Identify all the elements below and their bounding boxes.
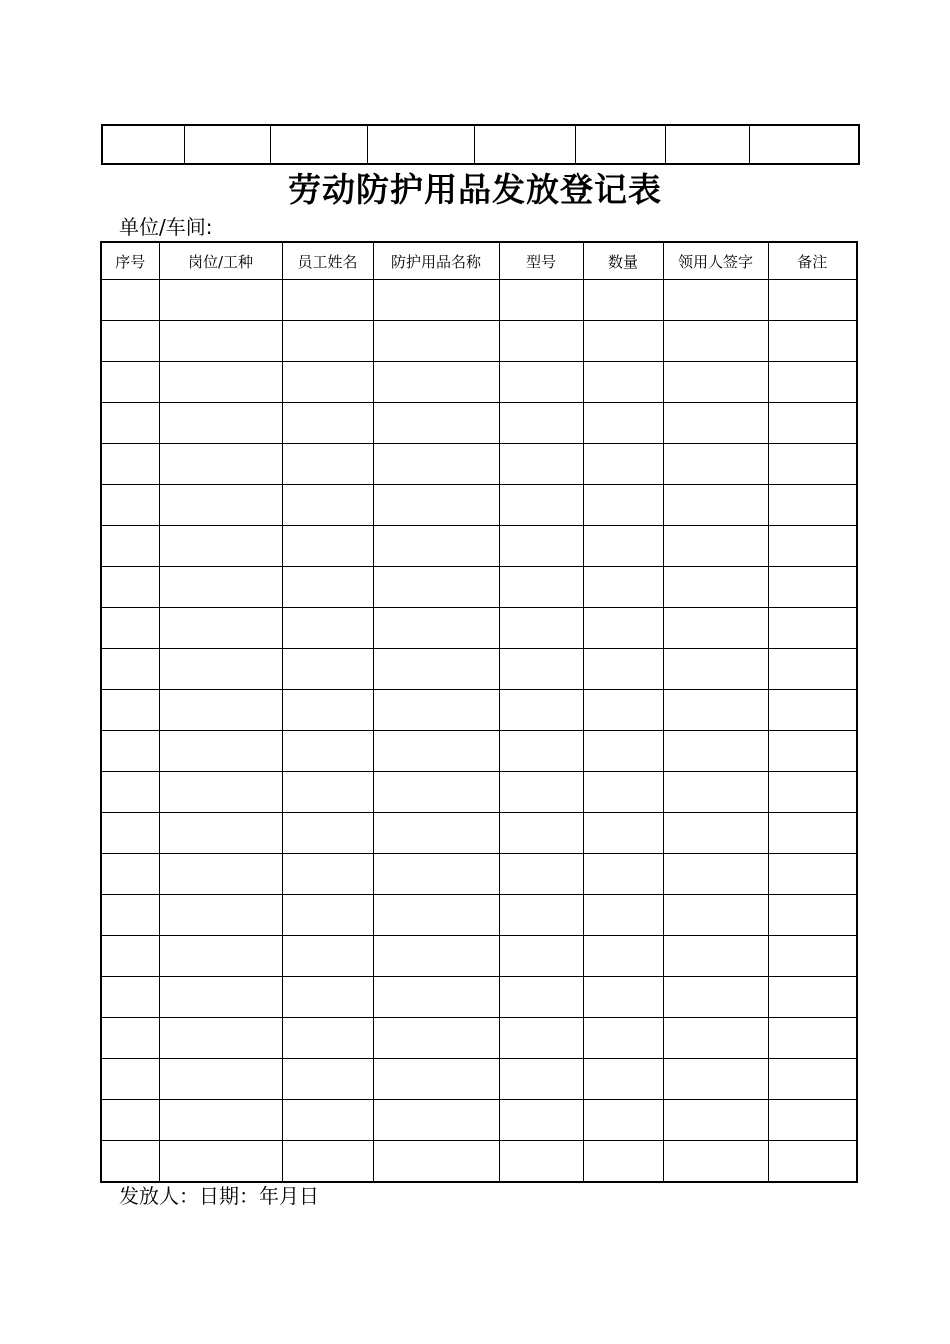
table-cell[interactable]	[663, 772, 768, 813]
table-cell[interactable]	[373, 977, 499, 1018]
column-header-serial: 序号	[101, 242, 159, 280]
table-cell[interactable]	[583, 895, 663, 936]
table-cell[interactable]	[583, 485, 663, 526]
table-cell[interactable]	[583, 690, 663, 731]
table-cell[interactable]	[101, 690, 159, 731]
table-cell[interactable]	[373, 485, 499, 526]
table-cell[interactable]	[101, 772, 159, 813]
table-cell[interactable]	[663, 321, 768, 362]
table-cell[interactable]	[159, 649, 282, 690]
column-header-quantity: 数量	[583, 242, 663, 280]
table-cell[interactable]	[583, 1018, 663, 1059]
table-cell[interactable]	[663, 1059, 768, 1100]
table-cell[interactable]	[583, 608, 663, 649]
table-cell[interactable]	[663, 977, 768, 1018]
table-cell[interactable]	[499, 485, 583, 526]
table-cell[interactable]	[499, 649, 583, 690]
table-cell[interactable]	[282, 403, 373, 444]
table-cell[interactable]	[499, 526, 583, 567]
table-cell[interactable]	[583, 854, 663, 895]
table-cell[interactable]	[159, 567, 282, 608]
table-row	[101, 1018, 857, 1059]
table-cell[interactable]	[159, 1059, 282, 1100]
table-cell[interactable]	[373, 1141, 499, 1183]
header-strip-cell	[270, 125, 367, 164]
table-cell[interactable]	[373, 1018, 499, 1059]
table-cell[interactable]	[583, 567, 663, 608]
table-cell[interactable]	[282, 1141, 373, 1183]
table-cell[interactable]	[159, 444, 282, 485]
distribution-ledger-table	[100, 241, 858, 1183]
table-cell[interactable]	[101, 321, 159, 362]
table-row	[101, 444, 857, 485]
table-cell[interactable]	[663, 649, 768, 690]
table-row	[101, 690, 857, 731]
table-cell[interactable]	[159, 854, 282, 895]
table-cell[interactable]	[282, 485, 373, 526]
table-cell[interactable]	[663, 690, 768, 731]
table-row	[101, 772, 857, 813]
table-row	[101, 936, 857, 977]
table-cell[interactable]	[101, 444, 159, 485]
table-cell[interactable]	[101, 526, 159, 567]
table-cell[interactable]	[768, 936, 857, 977]
table-cell[interactable]	[663, 1100, 768, 1141]
table-cell[interactable]	[159, 362, 282, 403]
table-cell[interactable]	[768, 280, 857, 321]
table-cell[interactable]	[159, 321, 282, 362]
table-cell[interactable]	[499, 1059, 583, 1100]
table-cell[interactable]	[101, 977, 159, 1018]
table-cell[interactable]	[499, 1141, 583, 1183]
table-row	[101, 895, 857, 936]
table-cell[interactable]	[663, 280, 768, 321]
table-cell[interactable]	[159, 772, 282, 813]
table-cell[interactable]	[768, 1100, 857, 1141]
table-cell[interactable]	[282, 854, 373, 895]
table-cell[interactable]	[583, 649, 663, 690]
table-cell[interactable]	[583, 977, 663, 1018]
table-cell[interactable]	[373, 1100, 499, 1141]
table-cell[interactable]	[159, 895, 282, 936]
table-cell[interactable]	[282, 813, 373, 854]
table-cell[interactable]	[663, 936, 768, 977]
table-cell[interactable]	[282, 567, 373, 608]
table-cell[interactable]	[373, 567, 499, 608]
table-cell[interactable]	[282, 321, 373, 362]
table-cell[interactable]	[499, 321, 583, 362]
table-cell[interactable]	[282, 690, 373, 731]
table-cell[interactable]	[583, 731, 663, 772]
table-row	[101, 813, 857, 854]
table-cell[interactable]	[159, 977, 282, 1018]
ledger-header-row	[101, 242, 857, 280]
table-cell[interactable]	[282, 936, 373, 977]
table-cell[interactable]	[159, 1141, 282, 1183]
table-row	[101, 526, 857, 567]
table-cell[interactable]	[159, 526, 282, 567]
header-strip-cell	[665, 125, 749, 164]
table-cell[interactable]	[159, 280, 282, 321]
table-cell[interactable]	[101, 1018, 159, 1059]
header-strip-cell	[367, 125, 474, 164]
table-cell[interactable]	[663, 485, 768, 526]
table-cell[interactable]	[663, 1018, 768, 1059]
table-cell[interactable]	[768, 608, 857, 649]
table-cell[interactable]	[499, 813, 583, 854]
table-cell[interactable]	[768, 690, 857, 731]
table-cell[interactable]	[768, 526, 857, 567]
table-cell[interactable]	[768, 772, 857, 813]
table-cell[interactable]	[373, 362, 499, 403]
table-cell[interactable]	[373, 444, 499, 485]
table-cell[interactable]	[583, 321, 663, 362]
column-header-signature: 领用人签字	[663, 242, 768, 280]
table-row	[101, 485, 857, 526]
table-cell[interactable]	[768, 813, 857, 854]
table-cell[interactable]	[101, 649, 159, 690]
table-cell[interactable]	[373, 403, 499, 444]
header-strip-cell	[474, 125, 575, 164]
table-cell[interactable]	[663, 854, 768, 895]
table-cell[interactable]	[373, 649, 499, 690]
table-cell[interactable]	[499, 1018, 583, 1059]
table-cell[interactable]	[282, 731, 373, 772]
table-cell[interactable]	[583, 936, 663, 977]
table-cell[interactable]	[499, 854, 583, 895]
table-cell[interactable]	[663, 1141, 768, 1183]
table-cell[interactable]	[159, 1018, 282, 1059]
table-row	[101, 280, 857, 321]
table-cell[interactable]	[663, 403, 768, 444]
table-cell[interactable]	[282, 1059, 373, 1100]
table-cell[interactable]	[663, 731, 768, 772]
table-cell[interactable]	[768, 1141, 857, 1183]
table-row	[101, 977, 857, 1018]
header-strip-cell	[575, 125, 665, 164]
table-cell[interactable]	[768, 567, 857, 608]
table-cell[interactable]	[282, 649, 373, 690]
table-cell[interactable]	[768, 403, 857, 444]
table-cell[interactable]	[159, 690, 282, 731]
document-title: 劳动防护用品发放登记表	[288, 170, 662, 209]
table-cell[interactable]	[768, 731, 857, 772]
table-row	[101, 731, 857, 772]
table-cell[interactable]	[373, 895, 499, 936]
table-cell[interactable]	[583, 772, 663, 813]
table-cell[interactable]	[101, 608, 159, 649]
table-cell[interactable]	[583, 362, 663, 403]
table-cell[interactable]	[499, 280, 583, 321]
table-cell[interactable]	[499, 444, 583, 485]
table-cell[interactable]	[159, 403, 282, 444]
table-row	[101, 1100, 857, 1141]
table-row	[101, 608, 857, 649]
table-cell[interactable]	[101, 403, 159, 444]
table-cell[interactable]	[663, 567, 768, 608]
table-cell[interactable]	[583, 813, 663, 854]
table-cell[interactable]	[373, 1059, 499, 1100]
table-cell[interactable]	[282, 280, 373, 321]
header-strip-cell	[102, 125, 184, 164]
table-cell[interactable]	[373, 731, 499, 772]
table-cell[interactable]	[373, 936, 499, 977]
table-cell[interactable]	[282, 1100, 373, 1141]
table-cell[interactable]	[373, 526, 499, 567]
table-cell[interactable]	[373, 608, 499, 649]
table-cell[interactable]	[768, 1018, 857, 1059]
table-cell[interactable]	[499, 608, 583, 649]
table-row	[101, 321, 857, 362]
table-cell[interactable]	[159, 731, 282, 772]
table-row	[101, 1059, 857, 1100]
table-cell[interactable]	[768, 444, 857, 485]
column-header-model: 型号	[499, 242, 583, 280]
table-cell[interactable]	[583, 444, 663, 485]
table-cell[interactable]	[101, 731, 159, 772]
header-strip	[101, 124, 860, 165]
table-cell[interactable]	[663, 813, 768, 854]
table-cell[interactable]	[101, 567, 159, 608]
table-cell[interactable]	[101, 1141, 159, 1183]
table-cell[interactable]	[282, 977, 373, 1018]
issuer-date-line: 发放人：日期：年月日	[119, 1184, 319, 1208]
table-cell[interactable]	[159, 936, 282, 977]
table-cell[interactable]	[768, 485, 857, 526]
table-cell[interactable]	[159, 813, 282, 854]
table-cell[interactable]	[282, 1018, 373, 1059]
table-cell[interactable]	[768, 321, 857, 362]
table-cell[interactable]	[768, 854, 857, 895]
table-cell[interactable]	[663, 444, 768, 485]
table-cell[interactable]	[768, 649, 857, 690]
column-header-item-name: 防护用品名称	[373, 242, 499, 280]
table-cell[interactable]	[663, 362, 768, 403]
table-cell[interactable]	[159, 485, 282, 526]
table-cell[interactable]	[499, 690, 583, 731]
table-cell[interactable]	[663, 895, 768, 936]
table-cell[interactable]	[583, 526, 663, 567]
table-cell[interactable]	[101, 854, 159, 895]
table-cell[interactable]	[373, 772, 499, 813]
table-row	[101, 1141, 857, 1183]
table-cell[interactable]	[768, 895, 857, 936]
table-cell[interactable]	[499, 1100, 583, 1141]
table-cell[interactable]	[282, 526, 373, 567]
table-cell[interactable]	[768, 362, 857, 403]
table-cell[interactable]	[499, 362, 583, 403]
table-cell[interactable]	[282, 895, 373, 936]
unit-workshop-label: 单位/车间:	[119, 215, 213, 239]
table-cell[interactable]	[499, 895, 583, 936]
ledger-body	[101, 280, 857, 1183]
table-cell[interactable]	[499, 772, 583, 813]
table-cell[interactable]	[768, 977, 857, 1018]
table-cell[interactable]	[499, 567, 583, 608]
table-cell[interactable]	[583, 280, 663, 321]
table-cell[interactable]	[159, 1100, 282, 1141]
column-header-post: 岗位/工种	[159, 242, 282, 280]
column-header-remarks: 备注	[768, 242, 857, 280]
table-cell[interactable]	[101, 1059, 159, 1100]
table-cell[interactable]	[373, 280, 499, 321]
table-row	[101, 649, 857, 690]
table-cell[interactable]	[663, 526, 768, 567]
table-cell[interactable]	[282, 608, 373, 649]
table-row	[101, 567, 857, 608]
table-cell[interactable]	[282, 362, 373, 403]
table-cell[interactable]	[499, 977, 583, 1018]
table-cell[interactable]	[499, 936, 583, 977]
table-cell[interactable]	[282, 772, 373, 813]
table-cell[interactable]	[663, 608, 768, 649]
column-header-employee-name: 员工姓名	[282, 242, 373, 280]
table-cell[interactable]	[101, 936, 159, 977]
table-cell[interactable]	[282, 444, 373, 485]
table-cell[interactable]	[373, 321, 499, 362]
table-row	[101, 403, 857, 444]
table-cell[interactable]	[373, 690, 499, 731]
table-cell[interactable]	[101, 895, 159, 936]
header-strip-row	[102, 125, 859, 164]
header-strip-cell	[184, 125, 270, 164]
table-cell[interactable]	[583, 1100, 663, 1141]
table-cell[interactable]	[583, 403, 663, 444]
table-cell[interactable]	[499, 731, 583, 772]
table-cell[interactable]	[101, 485, 159, 526]
table-cell[interactable]	[159, 608, 282, 649]
table-cell[interactable]	[583, 1141, 663, 1183]
table-cell[interactable]	[373, 813, 499, 854]
table-cell[interactable]	[499, 403, 583, 444]
table-cell[interactable]	[768, 1059, 857, 1100]
table-cell[interactable]	[101, 1100, 159, 1141]
header-strip-cell	[749, 125, 859, 164]
table-cell[interactable]	[101, 280, 159, 321]
table-cell[interactable]	[373, 854, 499, 895]
table-cell[interactable]	[101, 813, 159, 854]
table-cell[interactable]	[101, 362, 159, 403]
table-cell[interactable]	[583, 1059, 663, 1100]
table-row	[101, 362, 857, 403]
table-row	[101, 854, 857, 895]
